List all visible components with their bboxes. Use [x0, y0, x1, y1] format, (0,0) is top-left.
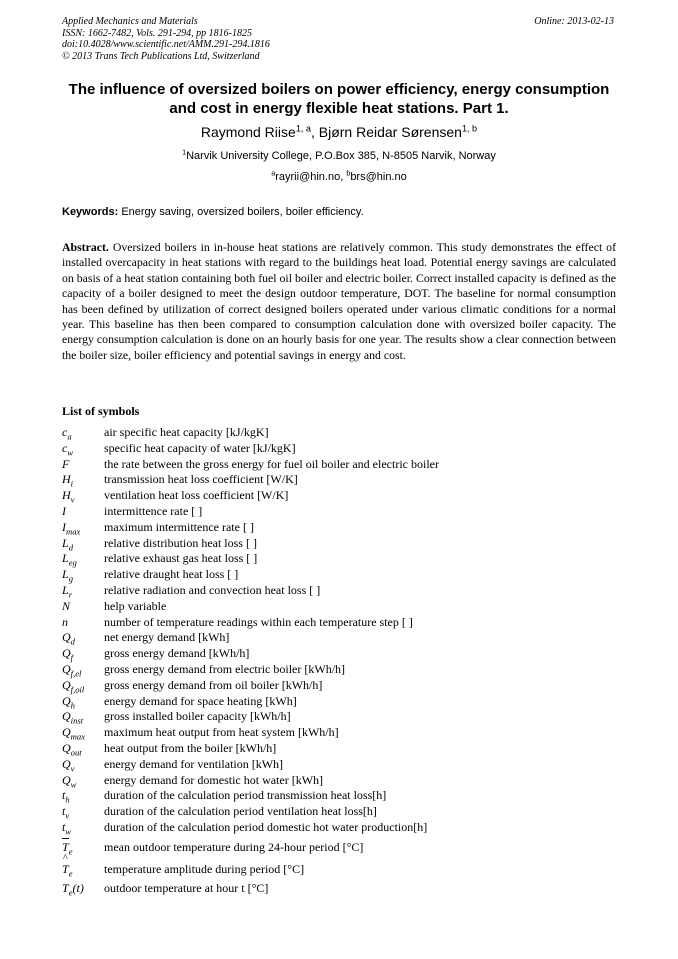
- symbol-description: relative draught heat loss [ ]: [104, 567, 239, 582]
- symbol: [62, 773, 76, 788]
- symbol-row: [62, 646, 622, 661]
- journal-header: [62, 16, 270, 62]
- symbol-description: maximum heat output from heat system [kWh/h]: [104, 725, 339, 740]
- symbol-base: t: [62, 788, 66, 803]
- symbol: [62, 425, 72, 440]
- symbol-base: Q: [62, 677, 71, 692]
- symbol: [62, 694, 75, 709]
- symbol: [62, 520, 80, 535]
- symbol-subscript: g: [68, 573, 73, 584]
- symbol: [62, 881, 84, 896]
- symbol-subscript: r: [68, 589, 73, 600]
- affiliation-text: Narvik University College, P.O.Box 385, N-8505 Narvik, Norway: [186, 150, 496, 162]
- symbol-row: [62, 662, 622, 677]
- symbol-row: [62, 840, 622, 855]
- symbol-subscript: v: [70, 494, 75, 505]
- symbol-subscript: eg: [68, 557, 77, 568]
- symbol-row: [62, 457, 622, 472]
- symbol-description: duration of the calculation period ventilation heat loss[h]: [104, 804, 377, 819]
- symbol-subscript: f,oil: [70, 684, 85, 695]
- symbol-base: L: [62, 551, 69, 566]
- symbol: [62, 441, 73, 456]
- symbol-description: mean outdoor temperature during 24-hour period [°C]: [104, 839, 364, 854]
- symbol-base: Q: [62, 725, 71, 740]
- symbol: [62, 788, 70, 803]
- symbol-subscript: d: [70, 636, 75, 647]
- symbol: [62, 757, 75, 772]
- symbol-argument: (t): [72, 881, 84, 896]
- symbol-subscript: e: [68, 846, 73, 857]
- symbol: [62, 630, 75, 645]
- symbol: [62, 536, 73, 551]
- symbol-base: T: [62, 839, 69, 854]
- symbol-subscript: v: [70, 763, 75, 774]
- symbol-description: specific heat capacity of water [kJ/kgK]: [104, 440, 296, 455]
- symbol-subscript: h: [65, 794, 70, 805]
- symbol-description: relative distribution heat loss [ ]: [104, 535, 257, 550]
- email-address: brs@hin.no: [350, 171, 407, 183]
- symbol: [62, 504, 66, 519]
- symbol: [62, 804, 69, 819]
- email-separator: ,: [340, 171, 347, 183]
- email-address: rayrii@hin.no: [275, 171, 341, 183]
- author-separator: ,: [310, 124, 319, 140]
- symbol-subscript: max: [66, 526, 81, 537]
- online-date: Online: 2013-02-13: [534, 16, 614, 27]
- symbol: [62, 457, 69, 472]
- symbol-description: maximum intermittence rate [ ]: [104, 519, 254, 534]
- symbol-row: [62, 773, 622, 788]
- symbol-description: gross energy demand [kWh/h]: [104, 646, 250, 661]
- symbol-subscript: max: [70, 731, 86, 742]
- symbol-description: ventilation heat loss coefficient [W/K]: [104, 488, 289, 503]
- symbol-subscript: inst: [70, 715, 84, 726]
- symbol-row: [62, 709, 622, 724]
- symbol-description: intermittence rate [ ]: [104, 504, 203, 518]
- symbol: [62, 709, 83, 724]
- symbol-description: relative exhaust gas heat loss [ ]: [104, 551, 258, 566]
- symbol: [62, 852, 73, 878]
- symbol-base: I: [62, 504, 66, 518]
- symbol-description: duration of the calculation period transmission heat loss[h]: [104, 788, 387, 803]
- symbol: [62, 567, 73, 582]
- symbol-row: [62, 441, 622, 456]
- symbol-subscript: f: [70, 652, 74, 663]
- symbol-base: Q: [62, 646, 71, 661]
- symbol-base: H: [62, 472, 71, 487]
- symbol-description: help variable: [104, 598, 167, 613]
- symbol-base: Q: [62, 693, 71, 708]
- symbol-row: [62, 757, 622, 772]
- paper-title: The influence of oversized boilers on power efficiency, energy consumption and cost in energy flexible heat stations. Part 1.: [68, 81, 610, 117]
- symbol-description: duration of the calculation period domestic hot water production[h]: [104, 820, 428, 834]
- symbol-subscript: d: [68, 541, 73, 552]
- symbol-subscript: w: [70, 778, 77, 789]
- email-superscript: a: [271, 169, 276, 178]
- symbol-subscript: e: [68, 887, 73, 898]
- symbol-subscript: w: [67, 447, 74, 458]
- symbol-row: [62, 504, 622, 519]
- affiliation-superscript: 1: [182, 148, 187, 157]
- symbol-base: t: [62, 804, 66, 819]
- symbol-base: L: [62, 583, 69, 597]
- symbol-subscript: v: [65, 810, 70, 821]
- symbol-base: H: [62, 488, 71, 503]
- symbol-description: gross energy demand from oil boiler [kWh/h]: [104, 677, 323, 692]
- author-superscript: 1, a: [295, 123, 311, 134]
- issn-line: ISSN: 1662-7482, Vols. 291-294, pp 1816-1825: [62, 27, 252, 39]
- symbol-base: n: [62, 614, 68, 629]
- symbol-row: [62, 488, 622, 503]
- overbar-mark: [62, 838, 69, 839]
- symbol-row: [62, 583, 622, 598]
- symbol-subscript: e: [68, 867, 73, 878]
- symbol-description: outdoor temperature at hour t [°C]: [104, 881, 269, 896]
- symbol: [62, 725, 85, 740]
- symbols-heading: List of symbols: [62, 404, 140, 418]
- symbol: [62, 551, 77, 566]
- keywords: [62, 206, 616, 219]
- symbol-base: L: [62, 535, 69, 550]
- copyright-line: © 2013 Trans Tech Publications Ltd, Switzerland: [62, 50, 260, 62]
- symbol-base: T: [62, 881, 69, 896]
- symbol: [62, 472, 73, 487]
- keywords-label: Keywords:: [62, 206, 119, 218]
- symbol: [62, 646, 73, 661]
- keywords-text: Energy saving, oversized boilers, boiler efficiency.: [121, 206, 364, 218]
- email-line: [62, 171, 616, 184]
- symbol-subscript: h: [70, 699, 75, 710]
- symbol-description: number of temperature readings within each temperature step [ ]: [104, 614, 413, 629]
- author-line: [62, 124, 616, 141]
- symbol-subscript: a: [67, 431, 72, 442]
- symbol-base: Q: [62, 772, 71, 787]
- symbol-row: [62, 694, 622, 709]
- abstract-label: Abstract.: [62, 240, 109, 254]
- symbol-base: c: [62, 425, 68, 439]
- symbol: [62, 741, 82, 756]
- symbol-base: T ^: [62, 852, 69, 876]
- symbol-subscript: out: [70, 747, 82, 758]
- symbol: [62, 662, 81, 677]
- symbol-row: [62, 630, 622, 645]
- symbol-base: Q: [62, 741, 71, 755]
- symbol-base: Q: [62, 630, 71, 645]
- author-name: Bjørn Reidar Sørensen: [318, 124, 462, 140]
- symbol-description: transmission heat loss coefficient [W/K]: [104, 472, 298, 487]
- symbol-row: [62, 820, 622, 835]
- symbol-row: [62, 678, 622, 693]
- symbol-row: [62, 599, 622, 614]
- symbol-description: energy demand for ventilation [kWh]: [104, 756, 284, 771]
- symbol-base: Q: [62, 709, 71, 724]
- symbol: [62, 615, 68, 630]
- symbol-subscript: f,el: [70, 668, 82, 679]
- symbol-description: heat output from the boiler [kWh/h]: [104, 741, 277, 755]
- symbol-row: [62, 725, 622, 740]
- doi-line: doi:10.4028/www.scientific.net/AMM.291-294.1816: [62, 39, 270, 50]
- symbol-base: F: [62, 456, 70, 471]
- symbol-row: [62, 520, 622, 535]
- symbol-base: N: [62, 598, 71, 613]
- symbol-row: [62, 881, 622, 896]
- symbol-row: [62, 788, 622, 803]
- symbol-base: L: [62, 567, 69, 582]
- symbol-description: gross installed boiler capacity [kWh/h]: [104, 709, 291, 724]
- symbol-row: [62, 567, 622, 582]
- symbol: [62, 678, 84, 693]
- symbol-row: [62, 551, 622, 566]
- symbol-row: [62, 741, 622, 756]
- email-superscript: b: [346, 169, 351, 178]
- symbol-description: energy demand for space heating [kWh]: [104, 693, 297, 708]
- symbol-description: net energy demand [kWh]: [104, 630, 230, 645]
- symbol-row: [62, 615, 622, 630]
- hat-mark: ^: [62, 852, 68, 864]
- symbol-description: the rate between the gross energy for fuel oil boiler and electric boiler: [104, 456, 439, 471]
- symbol-description: temperature amplitude during period [°C]: [104, 861, 305, 876]
- symbol-subscript: w: [65, 826, 72, 837]
- symbol-row: [62, 804, 622, 819]
- symbol-description: relative radiation and convection heat loss [ ]: [104, 583, 321, 597]
- symbol-row: [62, 472, 622, 487]
- symbol-row: [62, 852, 622, 878]
- abstract-text: Oversized boilers in in-house heat stations are relatively common. This study demonstrates the effect of installed overcapacity in heat stations with regard to the buildings heat load. Potential energy savings are calculated on basis of a heat station containing both fuel oil boiler and electric boiler. Correct installed capacity is defined as the capacity of a boiler designed to meet the design outdoor temperature, DOT. The baseline for normal consumption has been defined by utilization of correct designed boilers operated under various climatic conditions for a normal year. This baseline has then been compared to consumption calculation done with oversized boiler capacity. The energy consumption calculation is done on an hourly basis for one year. The results show a clear connection between the boiler size, boiler efficiency and potential savings in energy and cost.: [62, 240, 616, 362]
- symbol: [62, 488, 75, 503]
- symbol-row: [62, 536, 622, 551]
- symbol-row: [62, 425, 622, 440]
- symbol: [62, 820, 71, 835]
- symbol-description: air specific heat capacity [kJ/kgK]: [104, 425, 269, 439]
- abstract: [62, 240, 616, 363]
- symbol-description: gross energy demand from electric boiler [kWh/h]: [104, 662, 346, 676]
- journal-name: Applied Mechanics and Materials: [62, 16, 198, 27]
- symbol-subscript: i: [70, 478, 74, 489]
- symbol: [62, 583, 72, 598]
- symbol: [62, 599, 70, 614]
- symbol-base: I: [62, 519, 66, 534]
- author-superscript: 1, b: [461, 123, 478, 134]
- symbol-base: t: [62, 820, 66, 834]
- affiliation: [62, 150, 616, 163]
- symbol-base: c: [62, 440, 68, 455]
- symbol-description: energy demand for domestic hot water [kWh]: [104, 772, 324, 787]
- symbol-base: Q: [62, 662, 71, 676]
- symbol-base: Q: [62, 756, 71, 771]
- author-name: Raymond Riise: [200, 124, 296, 140]
